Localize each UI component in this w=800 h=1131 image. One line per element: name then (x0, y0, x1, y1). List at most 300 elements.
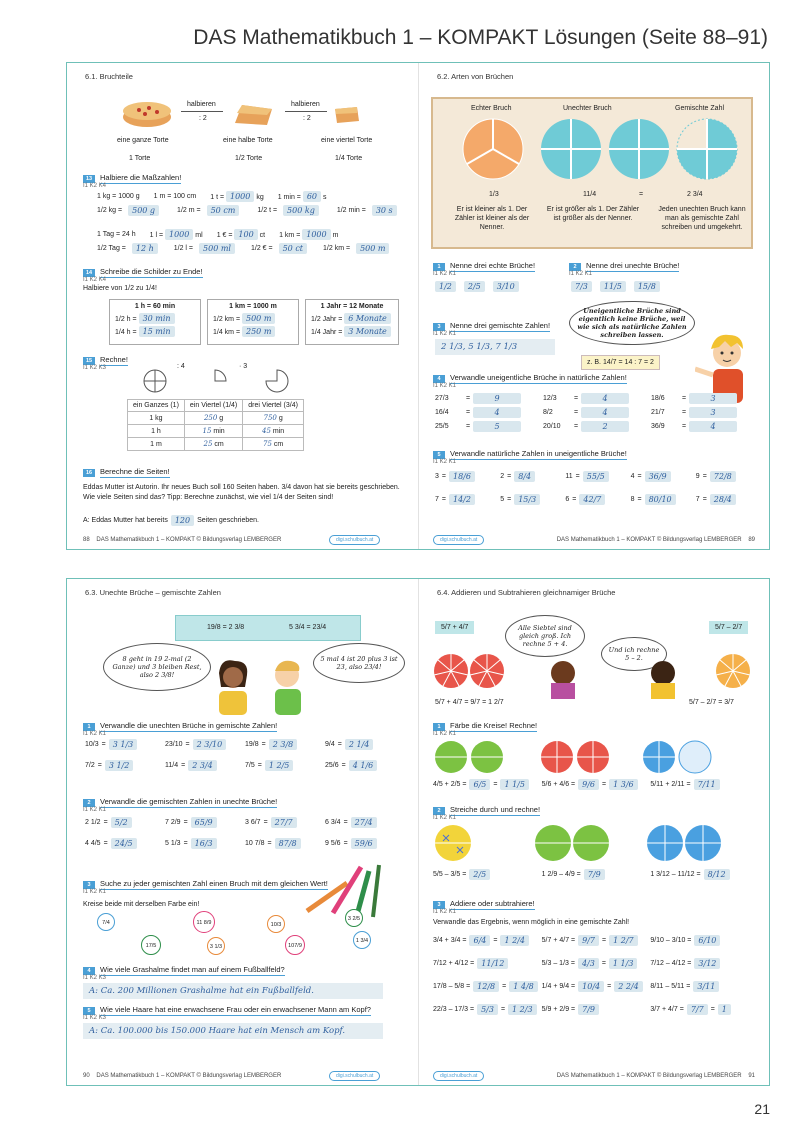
exercise-title: Verwandle uneigentliche Brüche in natürliche Zahlen! (450, 373, 627, 382)
exercise-5-header (83, 1005, 371, 1016)
ex13-given: 1 Tag = 24 h (97, 231, 136, 238)
answer: 5 (473, 421, 521, 432)
exercise-number: 5 (83, 1007, 95, 1015)
exercise-title: Rechne! (100, 355, 128, 364)
table-row (128, 412, 304, 425)
speech-bubble-girl: 8 geht in 19 2-mal (2 Ganze) und 3 bleiben Rest, also 2 3/8! (103, 643, 211, 691)
ex4-item: 16/4 = 4 (435, 407, 521, 418)
table-cell (184, 425, 242, 438)
ex13-label: 1/2 m = (177, 207, 201, 214)
answer: 15/8 (634, 281, 660, 292)
exercise-title: Berechne die Seiten! (100, 467, 170, 476)
ex2-item (542, 869, 651, 880)
answer: 87/8 (275, 838, 301, 849)
number: 6 (565, 496, 570, 503)
ex4-item: 27/3 = 9 (435, 393, 521, 404)
fraction: 11/4 (165, 762, 179, 769)
fraction-circles (433, 649, 763, 699)
equals-sign: = (639, 191, 644, 198)
ex13-given (210, 191, 263, 202)
competence-tag: I1 K2 K3 (83, 975, 107, 981)
ex13-answer: 50 cm (207, 205, 240, 216)
exercise-number: 3 (433, 901, 445, 909)
sign-line (311, 326, 393, 337)
answer: 27/4 (351, 817, 377, 828)
answer: 6/4 (469, 935, 490, 946)
digi-badge[interactable]: digi.schulbuch.at (329, 535, 380, 545)
footer-text: DAS Mathematikbuch 1 – KOMPAKT © Bildungsverlag LEMBERGER (556, 537, 742, 543)
number: 7 (435, 496, 439, 503)
ex4-item: 8/2 = 4 (543, 407, 629, 418)
mixed-number: 9 5/6 (325, 840, 341, 847)
equation: 5/5 – 3/5 = (433, 871, 467, 878)
sign-box-km (207, 299, 299, 345)
exercise-1-header (83, 721, 277, 732)
answer-prefix: A: Eddas Mutter hat bereits (83, 517, 168, 524)
desc-mixed: Jeden unechten Bruch kann man als gemischte Zahl schreiben und umgekehrt. (658, 206, 746, 231)
sign-line (115, 326, 195, 337)
answer: 1 (718, 1004, 731, 1015)
exercise-number: 1 (433, 263, 445, 271)
ex3-item (542, 1004, 651, 1015)
speech-bubble: Uneigentliche Brüche sind eigentlich keine Brüche, weil wie sich als natürliche Zahlen schreiben lassen. (569, 301, 695, 345)
ex13-answer: 30 s (372, 205, 397, 216)
answer: 2 3/10 (193, 739, 227, 750)
table-cell (243, 438, 304, 451)
cake-illustration (117, 95, 387, 135)
mixed-number: 7 2/9 (165, 819, 181, 826)
competence-tag: I1 K2 K1 (433, 383, 457, 389)
competence-tag: I1 K2 K4 (83, 183, 107, 189)
fraction: 8/2 (543, 409, 553, 416)
cell-answer: 15 (202, 427, 212, 435)
ex13-row-1 (97, 191, 326, 202)
table-cell (243, 425, 304, 438)
digi-badge[interactable]: digi.schulbuch.at (329, 1071, 380, 1081)
ex2-item: 9 5/6 = 59/6 (325, 838, 405, 849)
document-page-number: 21 (754, 1101, 770, 1117)
ex13-answer: 1000 (226, 191, 254, 202)
ex13-unit: m (332, 232, 339, 239)
ex5-item: 4 = 36/9 (631, 471, 696, 482)
ex5-item: 2 = 8/4 (500, 471, 565, 482)
answer: 16/3 (191, 838, 217, 849)
ex13-label: 1/2 Tag = (97, 245, 126, 252)
cell-unit: cm (273, 441, 284, 448)
desc-proper: Er ist kleiner als 1. Der Zähler ist kleiner als der Nenner. (454, 206, 530, 231)
number: 7 (695, 496, 700, 503)
answer: 3/10 (493, 281, 519, 292)
ex4-item: 18/6 = 3 (651, 393, 737, 404)
ex3-item: 3/7 + 4/7 = 7/7 = 1 (650, 1004, 759, 1015)
equation: 1 3/12 – 11/12 = (650, 871, 701, 878)
sign-box-hours (109, 299, 201, 345)
circled-number[interactable]: 107/9 (285, 935, 305, 955)
sign-label: 1/2 Jahr = (311, 316, 343, 323)
ex5-item: 9 = 72/8 (696, 471, 761, 482)
exercise-2-header (83, 797, 277, 808)
cell-unit: g (278, 415, 283, 422)
ex13-answer: 500 ml (199, 243, 235, 254)
answer: 1 2/4 (500, 935, 529, 946)
speech-bubble-girl-2: Und ich rechne 5 – 2. (601, 637, 667, 671)
answer: 7/7 (687, 1004, 708, 1015)
circled-number[interactable]: 3 2/5 (345, 909, 363, 927)
ex13-answer: 60 (303, 191, 321, 202)
circled-number[interactable]: 17/5 (141, 935, 161, 955)
fraction: 19/8 (245, 741, 259, 748)
ex1-item: 10/3 = 3 1/3 (85, 739, 165, 750)
ex4-group-2 (543, 393, 629, 432)
equation: 22/3 – 17/3 = (433, 1006, 475, 1013)
fraction: 12/3 (543, 395, 557, 402)
answer: 1 3/6 (609, 779, 638, 790)
competence-tag: I1 K2 K1 (433, 815, 457, 821)
ex1-answers (433, 779, 759, 790)
circled-number[interactable]: 1 3/4 (353, 931, 371, 949)
answer: 14/2 (449, 494, 475, 505)
ex4-group-3 (651, 393, 737, 432)
ex3-item: 3/4 + 3/4 = 6/4 = 1 2/4 (433, 935, 542, 946)
example-fraction-2: 11/4 (583, 191, 597, 198)
sign-line (311, 313, 393, 324)
answer: 4 (581, 407, 629, 418)
ex3-hint: Kreise beide mit derselben Farbe ein! (83, 901, 200, 908)
equation: 9/10 – 3/10 = (650, 937, 692, 944)
table-row (128, 425, 304, 438)
answer: 2 (581, 421, 629, 432)
answer: 4/3 (578, 958, 599, 969)
page-footer (83, 1073, 281, 1079)
exercise-title: Verwandle die gemischten Zahlen in unechte Brüche! (100, 797, 278, 806)
answer: 42/7 (579, 494, 605, 505)
ex3-item: 22/3 – 17/3 = 5/3 = 1 2/3 (433, 1004, 542, 1015)
desc-improper: Er ist größer als 1. Der Zähler ist größer als der Nenner. (546, 206, 640, 222)
exercise-number: 5 (433, 451, 445, 459)
ex5-item: 8 = 80/10 (631, 494, 696, 505)
answer: 1 1/5 (500, 779, 529, 790)
exercise-number: 15 (83, 357, 95, 365)
column-header: ein Viertel (1/4) (184, 400, 242, 412)
answer: 8/4 (514, 471, 535, 482)
equation: 5/3 – 1/3 = (541, 960, 575, 967)
ex3-item: 17/8 – 5/8 = 12/8 = 1 4/8 (433, 981, 542, 992)
equation: 3/7 + 4/7 = (650, 1006, 684, 1013)
ex2-item: 2 1/2 = 5/2 (85, 817, 165, 828)
exercise-16-header (83, 467, 170, 478)
exercise-4-header (433, 373, 627, 384)
answer: 7/9 (578, 1004, 599, 1015)
competence-tag: I1 K2 K3 (83, 365, 107, 371)
ex5-item: 7 = 14/2 (435, 494, 500, 505)
answer: 1/2 (435, 281, 456, 292)
sign-head: 1 h = 60 min (134, 303, 176, 310)
sign-label: 1/2 h = (115, 316, 137, 323)
answer: 3 (689, 407, 737, 418)
mixed-number: 6 3/4 (325, 819, 341, 826)
ex13-row-2-halves (97, 243, 389, 254)
sign-answer: 30 min (139, 313, 175, 324)
answer: 2 3/4 (188, 760, 217, 771)
mixed-number: 10 7/8 (245, 840, 265, 847)
answer: 3/12 (694, 958, 720, 969)
circle-fraction-diagram (143, 367, 303, 395)
circled-number[interactable]: 10/3 (267, 915, 285, 933)
ex16-answer-line (83, 515, 259, 526)
answer: 18/6 (449, 471, 475, 482)
label-whole-cake: eine ganze Torte (117, 137, 169, 144)
spread-pages-90-91 (66, 578, 770, 1086)
banner-equation-1: 19/8 = 2 3/8 (207, 624, 245, 631)
answer-value: 120 (171, 515, 194, 526)
equation: 17/8 – 5/8 = (433, 983, 471, 990)
circled-number[interactable]: 11 8/9 (193, 911, 215, 933)
table-cell: 1 h (128, 425, 185, 438)
footer-page-number: 89 (748, 537, 755, 543)
exercise-title: Wie viele Haare hat eine erwachsene Frau oder ein erwachsener Mann am Kopf? (100, 1005, 371, 1014)
ex16-text: Eddas Mutter ist Autorin. Ihr neues Buch soll 160 Seiten haben. 3/4 davon hat sie bereits geschrieben. Wie viele Seiten sind das? Tipp: Berechne zunächst, wie viel 1/4 der Seiten sind! (83, 484, 400, 501)
exercise-title: Streiche durch und rechne! (450, 805, 541, 814)
answer: 2 2/4 (614, 981, 643, 992)
addition-equation: 5/7 + 4/7 = 9/7 = 1 2/7 (435, 699, 504, 706)
ex2-item: 6 3/4 = 27/4 (325, 817, 405, 828)
ex3-item (433, 958, 542, 969)
equation: 7/12 – 4/12 = (650, 960, 692, 967)
ex13-given (278, 191, 327, 202)
sign-label: 1/4 Jahr = (311, 329, 343, 336)
table-cell (243, 412, 304, 425)
halve-label-1: halbieren (187, 101, 216, 108)
ex2-item (650, 869, 759, 880)
exercise-number: 13 (83, 175, 95, 183)
answer: 12/8 (473, 981, 499, 992)
ex4-item: 25/5 = 5 (435, 421, 521, 432)
ex13-text: 1 min = (277, 194, 303, 201)
ex15-table (127, 399, 304, 451)
ex13-answer: 500 g (128, 205, 159, 216)
heading-proper-fraction: Echter Bruch (471, 105, 512, 112)
ex4-item: 12/3 = 4 (543, 393, 629, 404)
ex3-hint: Verwandle das Ergebnis, wenn möglich in eine gemischte Zahl! (433, 919, 630, 926)
exercise-number: 16 (83, 469, 95, 477)
footer-page-number: 90 (83, 1073, 90, 1079)
exercise-number: 2 (83, 799, 95, 807)
circles-area (97, 913, 367, 959)
fraction: 23/10 (165, 741, 183, 748)
ex3-item (650, 981, 759, 992)
ex13-label: 1/2 t = (257, 207, 278, 214)
equation: 5/9 + 2/9 = (541, 1006, 576, 1013)
competence-tag: I1 K2 K1 (83, 731, 107, 737)
exercise-number: 2 (569, 263, 581, 271)
cell-answer: 250 (203, 414, 218, 422)
pencils-icon (297, 861, 387, 921)
answer: 3/11 (693, 981, 719, 992)
answer: 28/4 (710, 494, 736, 505)
exercise-title: Schreibe die Schilder zu Ende! (100, 267, 203, 276)
mixed-number: 5 1/3 (165, 840, 181, 847)
competence-tag: I1 K2 K1 (433, 731, 457, 737)
digi-badge[interactable]: digi.schulbuch.at (433, 535, 484, 545)
exercise-title: Wie viele Grashalme findet man auf einem Fußballfeld? (100, 965, 285, 974)
column-header: drei Viertel (3/4) (243, 400, 304, 412)
circled-number[interactable]: 7/4 (97, 913, 115, 931)
exercise-title: Nenne drei gemischte Zahlen! (450, 321, 551, 330)
digi-badge[interactable]: digi.schulbuch.at (433, 1071, 484, 1081)
ex5-item: 6 = 42/7 (565, 494, 630, 505)
sign-label: 1/4 km = (213, 329, 241, 336)
sign-head: 1 km = 1000 m (229, 303, 277, 310)
table-cell: 1 kg (128, 412, 185, 425)
answer: 2/5 (464, 281, 485, 292)
answer: 15/3 (514, 494, 540, 505)
ex1-item: 7/2 = 3 1/2 (85, 760, 165, 771)
sign-line (213, 326, 293, 337)
fraction: 25/6 (325, 762, 339, 769)
equation: 8/11 – 5/11 = (650, 983, 691, 990)
fraction: 18/6 (651, 395, 665, 402)
circled-number[interactable]: 3 1/3 (207, 937, 225, 955)
cell-unit: cm (214, 441, 224, 448)
competence-tag: I1 K2 K3 (83, 1015, 107, 1021)
ex13-unit: ml (195, 232, 203, 239)
example-fraction-1: 1/3 (489, 191, 499, 198)
answer: 2 3/8 (269, 739, 298, 750)
exercise-number: 1 (83, 723, 95, 731)
fraction-circles (453, 115, 743, 185)
exercise-number: 3 (433, 323, 445, 331)
answer: 10/4 (578, 981, 604, 992)
ex1-item: 5/6 + 4/6 = 9/6 = 1 3/6 (542, 779, 651, 790)
answer: 6/10 (694, 935, 720, 946)
number: 11 (565, 473, 573, 480)
footer-text: DAS Mathematikbuch 1 – KOMPAKT © Bildungsverlag LEMBERGER (96, 1073, 282, 1079)
ex4-item: 21/7 = 3 (651, 407, 737, 418)
answer: 3 1/3 (109, 739, 138, 750)
sign-answer: 6 Monate (344, 313, 391, 324)
answer: 4 1/6 (349, 760, 378, 771)
footer-text: DAS Mathematikbuch 1 – KOMPAKT © Bildungsverlag LEMBERGER (556, 1073, 742, 1079)
ex2-item (433, 869, 542, 880)
ex5-item: 3 = 18/6 (435, 471, 500, 482)
ex13-text: 1 l = (149, 232, 165, 239)
ex13-answer: 1000 (165, 229, 193, 240)
example-box: z. B. 14/7 = 14 : 7 = 2 (581, 355, 660, 370)
answer: 5/2 (111, 817, 132, 828)
ex5-answer: A: Ca. 100.000 bis 150.000 Haare hat ein Mensch am Kopf. (83, 1023, 383, 1039)
exercise-title: Halbiere die Maßzahlen! (100, 173, 182, 182)
exercise-5-header (433, 449, 627, 460)
number: 9 (695, 473, 700, 480)
ex13-unit: ct (259, 232, 266, 239)
ex13-row-2 (97, 229, 338, 240)
sign-answer: 250 m (242, 326, 275, 337)
ex13-given: 1 kg = 1000 g (97, 193, 140, 200)
exercise-title: Verwandle die unechten Brüche in gemischte Zahlen! (100, 721, 278, 730)
ex5-item: 11 = 55/5 (565, 471, 630, 482)
table-cell: 1 m (128, 438, 185, 451)
exercise-title: Nenne drei unechte Brüche! (586, 261, 680, 270)
page-90 (67, 579, 419, 1085)
sign-line (213, 313, 293, 324)
answer: 2 1/4 (345, 739, 374, 750)
answer: 3 1/2 (105, 760, 134, 771)
ex13-unit: kg (256, 194, 264, 201)
page-91 (419, 579, 771, 1085)
ex4-item: 20/10 = 2 (543, 421, 629, 432)
exercise-title: Suche zu jeder gemischten Zahl einen Bruch mit dem gleichen Wert! (100, 879, 328, 888)
ex13-unit: s (322, 194, 327, 201)
footer-text: DAS Mathematikbuch 1 – KOMPAKT © Bildungsverlag LEMBERGER (96, 537, 282, 543)
cell-answer: 750 (263, 414, 277, 422)
fraction: 25/5 (435, 423, 449, 430)
ex2-answers (433, 869, 759, 880)
fraction: 10/3 (85, 741, 99, 748)
ex2-item: 5 1/3 = 16/3 (165, 838, 245, 849)
label-quarter-cake: eine viertel Torte (321, 137, 373, 144)
document-title: DAS Mathematikbuch 1 – KOMPAKT Lösungen (Seite 88–91) (193, 26, 768, 49)
sign-answer: 3 Monate (344, 326, 391, 337)
competence-tag: I1 K2 K1 (83, 889, 107, 895)
answer: 55/5 (583, 471, 609, 482)
exercise-number: 14 (83, 269, 95, 277)
ex13-given (150, 229, 203, 240)
ex13-given: 1 m = 100 cm (153, 193, 197, 200)
answer: 80/10 (645, 494, 676, 505)
ex1-item: 25/6 = 4 1/6 (325, 760, 405, 771)
banner (175, 615, 361, 641)
answer: 1 2/5 (265, 760, 294, 771)
section-title: 6.3. Unechte Brüche – gemischte Zahlen (85, 588, 221, 597)
ex3-grid (433, 935, 759, 1015)
ex13-text: 1 € = (216, 232, 235, 239)
exercise-4-header (83, 965, 285, 976)
answer: 27/7 (271, 817, 297, 828)
answer: 5/3 (477, 1004, 498, 1015)
ex1-item: 11/4 = 2 3/4 (165, 760, 245, 771)
exercise-3-header (83, 879, 328, 890)
page-footer (83, 537, 281, 543)
times-3-label: · 3 (239, 363, 248, 370)
answer: 4 (473, 407, 521, 418)
fraction: 21/7 (651, 409, 665, 416)
ex2-item: 10 7/8 = 87/8 (245, 838, 325, 849)
ex1-item: 19/8 = 2 3/8 (245, 739, 325, 750)
ex13-label: 1/2 km = (323, 245, 351, 252)
answer: 7/3 (571, 281, 592, 292)
answer: 1 2/7 (609, 935, 638, 946)
competence-tag: I1 K2 K1 (433, 271, 457, 277)
competence-tag: I1 K2 K4 (83, 277, 107, 283)
ex1-item: 23/10 = 2 3/10 (165, 739, 245, 750)
equation: 5/7 + 4/7 = (541, 937, 576, 944)
answer: 1 4/8 (509, 981, 538, 992)
cell-unit: min (272, 428, 285, 435)
page-89 (419, 63, 771, 549)
ex3-answer: 2 1/3, 5 1/3, 7 1/3 (435, 339, 555, 355)
exercise-title: Nenne drei echte Brüche! (450, 261, 536, 270)
ex13-label: 1/2 kg = (97, 207, 123, 214)
ex4-answer: A: Ca. 200 Millionen Grashalme hat ein Fußballfeld. (83, 983, 383, 999)
ex13-text: 1 t = (210, 194, 226, 201)
answer: 4 (581, 393, 629, 404)
answer: 3 (689, 393, 737, 404)
answer: 11/12 (477, 958, 508, 969)
ex1-item: 7/5 = 1 2/5 (245, 760, 325, 771)
answer: 8/12 (704, 869, 730, 880)
label-quarter-torte: 1/4 Torte (335, 155, 363, 162)
equation: 7/12 + 4/12 = (433, 960, 475, 967)
